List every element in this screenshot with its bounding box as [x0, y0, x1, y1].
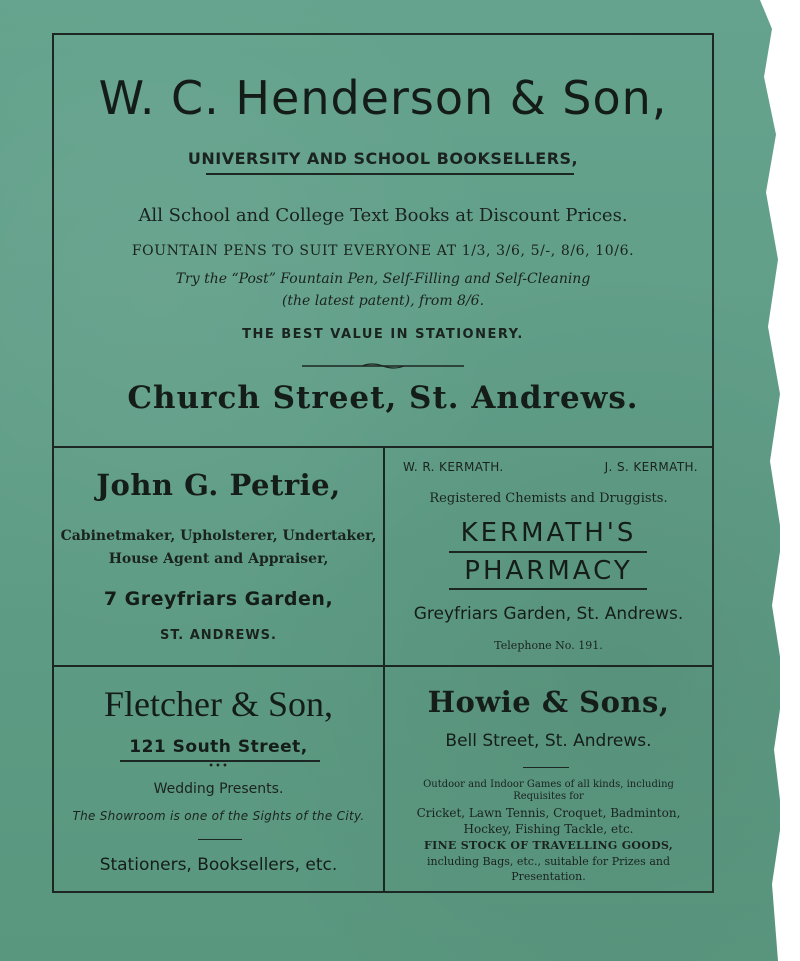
petrie-address: 7 Greyfriars Garden, [103, 588, 334, 610]
kermath-partner-wr: W. R. KERMATH. [403, 460, 504, 474]
howie-travelling-goods: FINE STOCK OF TRAVELLING GOODS, [424, 839, 673, 852]
henderson-subtitle-rule [206, 173, 574, 175]
fletcher-address: 121 South Street, [129, 737, 308, 757]
henderson-advert [54, 35, 712, 448]
howie-bags: including Bags, etc., suitable for Prizes and [427, 855, 670, 868]
henderson-patent: (the latest patent), from 8/6. [281, 293, 485, 309]
henderson-text-books: All School and College Text Books at Discount Prices. [138, 205, 628, 226]
howie-rule [523, 767, 569, 768]
kermath-partner-js: J. S. KERMATH. [604, 460, 698, 474]
petrie-town: ST. ANDREWS. [160, 628, 277, 643]
ad-frame [52, 33, 714, 893]
fletcher-name: Fletcher & Son, [104, 684, 333, 724]
henderson-address: Church Street, St. Andrews. [127, 380, 639, 416]
howie-sports: Cricket, Lawn Tennis, Croquet, Badminton, [416, 806, 681, 820]
kermath-pharmacy: PHARMACY [464, 556, 633, 586]
kermath-address: Greyfriars Garden, St. Andrews. [413, 604, 684, 624]
kermath-telephone: Telephone No. 191. [494, 639, 603, 652]
howie-name: Howie & Sons, [427, 685, 670, 719]
kermath-registered: Registered Chemists and Druggists. [429, 491, 668, 506]
henderson-subtitle: UNIVERSITY AND SCHOOL BOOKSELLERS, [187, 149, 579, 168]
fletcher-showroom: The Showroom is one of the Sights of the City. [72, 809, 365, 823]
fletcher-trades: Stationers, Booksellers, etc. [99, 855, 338, 875]
henderson-best-value: THE BEST VALUE IN STATIONERY. [242, 327, 524, 342]
henderson-title: W. C. Henderson & Son, [98, 71, 668, 125]
petrie-advert [54, 448, 385, 667]
kermath-advert [385, 448, 712, 667]
fletcher-small-rule [198, 839, 242, 840]
kermath-name: KERMATH'S [460, 518, 637, 548]
howie-sports-more: Hockey, Fishing Tackle, etc. [463, 822, 634, 836]
howie-games: Outdoor and Indoor Games of all kinds, including [423, 779, 674, 790]
kermath-rule-bottom [449, 588, 647, 590]
fletcher-dots: ••• [208, 761, 229, 772]
kermath-rule-top [449, 551, 647, 553]
petrie-agent: House Agent and Appraiser, [108, 551, 329, 567]
petrie-name: John G. Petrie, [96, 468, 341, 502]
howie-address: Bell Street, St. Andrews. [445, 731, 652, 751]
petrie-trades: Cabinetmaker, Upholsterer, Undertaker, [60, 528, 377, 544]
fletcher-advert [54, 667, 385, 891]
henderson-fountain-pens: FOUNTAIN PENS TO SUIT EVERYONE AT 1/3, 3/6, 5/-, 8/6, 10/6. [131, 243, 635, 259]
ornament-divider-icon [302, 362, 464, 370]
howie-requisites: Requisites for [513, 791, 584, 802]
henderson-post-pen: Try the “Post” Fountain Pen, Self-Filling and Self-Cleaning [175, 271, 591, 287]
howie-presentation: Presentation. [511, 870, 586, 883]
fletcher-wedding: Wedding Presents. [153, 781, 284, 797]
howie-advert [385, 667, 712, 891]
